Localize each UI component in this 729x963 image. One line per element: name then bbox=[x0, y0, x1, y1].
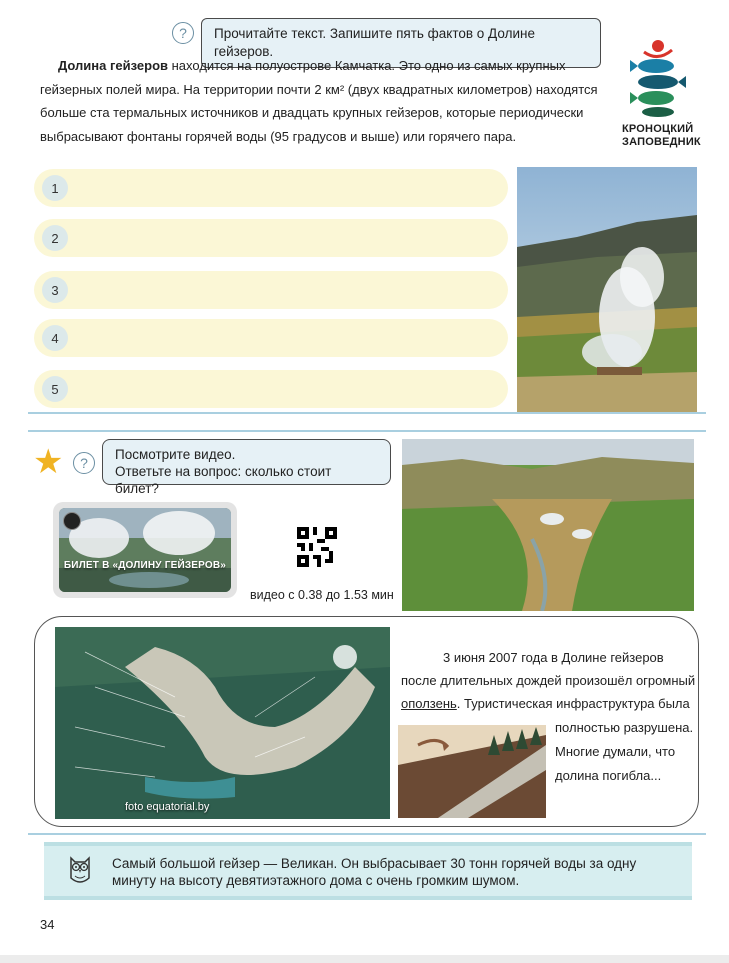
task1-instruction-text: Прочитайте текст. Запишите пять фактов о Долине гейзеров. bbox=[214, 26, 535, 59]
landslide-line2: после длительных дождей произошёл огромный bbox=[401, 673, 696, 688]
owl-icon bbox=[67, 854, 93, 886]
qr-code-icon bbox=[297, 527, 337, 567]
fact-number-3: 3 bbox=[42, 277, 68, 303]
video-time-range: видео с 0.38 до 1.53 мин bbox=[250, 588, 394, 602]
geyser-photo bbox=[517, 167, 697, 412]
task2-line2: Ответьте на вопрос: сколько стоит билет? bbox=[115, 464, 332, 496]
landslide-line1: 3 июня 2007 года в Долине гейзеров bbox=[443, 650, 664, 665]
intro-bold-term: Долина гейзеров bbox=[58, 58, 169, 73]
landslide-line6: долина погибла... bbox=[555, 768, 662, 783]
landslide-line3: оползень. Туристическая инфраструктура была bbox=[401, 696, 690, 711]
page-bottom-edge bbox=[0, 955, 729, 963]
landslide-line5: Многие думали, что bbox=[555, 744, 676, 759]
landslide-line4: полностью разрушена. bbox=[555, 720, 694, 735]
photo-credit: foto equatorial.by bbox=[125, 801, 210, 813]
section-divider bbox=[28, 412, 706, 414]
video-title: БИЛЕТ В «ДОЛИНУ ГЕЙЗЕРОВ» bbox=[63, 560, 227, 571]
fact-input-row-4[interactable] bbox=[34, 319, 508, 357]
landslide-map-photo bbox=[55, 627, 390, 819]
fun-fact-line1: Самый большой гейзер — Великан. Он выбрасывает 30 тонн горячей воды за одну bbox=[112, 856, 637, 871]
fact-number-5: 5 bbox=[42, 376, 68, 402]
intro-paragraph bbox=[40, 54, 610, 148]
task2-line1: Посмотрите видео. bbox=[115, 447, 236, 462]
question-icon: ? bbox=[73, 452, 95, 474]
section-divider bbox=[28, 833, 706, 835]
question-icon: ? bbox=[172, 22, 194, 44]
fun-fact-box bbox=[44, 842, 692, 900]
intro-line2: гейзерных полей мира. На территории почти 2 км² (двух квадратных километров) находятся bbox=[40, 81, 598, 97]
intro-line4: выбрасывают фонтаны горячей воды (95 градусов и выше) или горячего пара. bbox=[40, 128, 517, 144]
fact-input-row-1[interactable] bbox=[34, 169, 508, 207]
intro-line1: находится на полуострове Камчатка. Это одно из самых крупных bbox=[168, 58, 566, 73]
fact-input-row-5[interactable] bbox=[34, 370, 508, 408]
fact-input-row-2[interactable] bbox=[34, 219, 508, 257]
fact-number-4: 4 bbox=[42, 325, 68, 351]
landslide-underlined-word: оползень bbox=[401, 696, 457, 711]
intro-line3: больше ста термальных источников и двадцать крупных гейзеров, которые периодически bbox=[40, 105, 584, 120]
logo-text-line1: КРОНОЦКИЙ bbox=[622, 123, 694, 135]
kronotsky-logo-icon bbox=[622, 36, 692, 118]
task2-instruction bbox=[102, 439, 391, 496]
fact-number-2: 2 bbox=[42, 225, 68, 251]
fact-input-row-3[interactable] bbox=[34, 271, 508, 309]
qr-code[interactable] bbox=[297, 527, 337, 567]
valley-photo bbox=[402, 439, 694, 611]
channel-logo-icon bbox=[63, 512, 81, 530]
star-icon: ★ bbox=[33, 443, 64, 481]
section-divider bbox=[28, 430, 706, 432]
landslide-illustration bbox=[398, 725, 546, 818]
video-thumbnail[interactable] bbox=[53, 502, 237, 598]
fact-number-1: 1 bbox=[42, 175, 68, 201]
logo-text-line2: ЗАПОВЕДНИК bbox=[622, 136, 701, 148]
kronotsky-logo bbox=[622, 36, 701, 150]
fun-fact-line2: минуту на высоту девятиэтажного дома с очень громким шумом. bbox=[112, 873, 520, 888]
page-number: 34 bbox=[40, 917, 55, 932]
